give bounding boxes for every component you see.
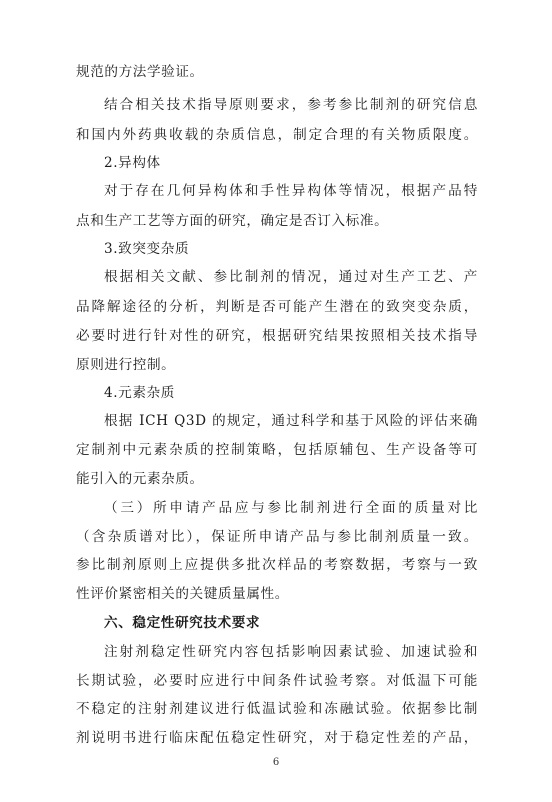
section-heading-isomer: 2.异构体: [104, 155, 161, 171]
paragraph-line: 注射剂稳定性研究内容包括影响因素试验、加速试验和: [104, 644, 478, 660]
section-heading-stability: 六、稳定性研究技术要求: [104, 615, 261, 631]
text-line: 必要时进行针对性的研究，根据研究结果按照相关技术指导: [76, 328, 478, 344]
text-line: 定制剂中元素杂质的控制策略，包括原辅包、生产设备等可: [76, 442, 478, 458]
text-line: 规范的方法学验证。: [76, 64, 204, 80]
text-line: 和国内外药典收载的杂质信息，制定合理的有关物质限度。: [76, 127, 478, 143]
paragraph-line: 对于存在几何异构体和手性异构体等情况，根据产品特: [104, 183, 478, 199]
paragraph-line: （三）所申请产品应与参比制剂进行全面的质量对比: [104, 500, 478, 516]
paragraph-line: 结合相关技术指导原则要求，参考参比制剂的研究信息: [104, 97, 478, 113]
paragraph-line: 根据 ICH Q3D 的规定，通过科学和基于风险的评估来确: [104, 413, 478, 429]
text-line: 参比制剂原则上应提供多批次样品的考察数据，考察与一致: [76, 557, 478, 573]
section-heading-mutagenic: 3.致突变杂质: [104, 241, 190, 257]
section-heading-elemental: 4.元素杂质: [104, 385, 175, 401]
text-line: （含杂质谱对比），保证所申请产品与参比制剂质量一致。: [76, 529, 478, 545]
text-line: 长期试验，必要时应进行中间条件试验考察。对低温下可能: [76, 673, 478, 689]
text-line: 点和生产工艺等方面的研究，确定是否订入标准。: [76, 213, 389, 229]
text-line: 能引入的元素杂质。: [76, 471, 204, 487]
text-line: 品降解途径的分析，判断是否可能产生潜在的致突变杂质，: [76, 299, 478, 315]
text-line: 不稳定的注射剂建议进行低温试验和冻融试验。依据参比制: [76, 701, 478, 717]
page-number: 6: [272, 757, 280, 768]
paragraph-line: 根据相关文献、参比制剂的情况，通过对生产工艺、产: [104, 269, 478, 285]
text-line: 原则进行控制。: [76, 357, 176, 373]
text-line: 性评价紧密相关的关键质量属性。: [76, 586, 289, 602]
text-line: 剂说明书进行临床配伍稳定性研究，对于稳定性差的产品，: [76, 730, 478, 746]
